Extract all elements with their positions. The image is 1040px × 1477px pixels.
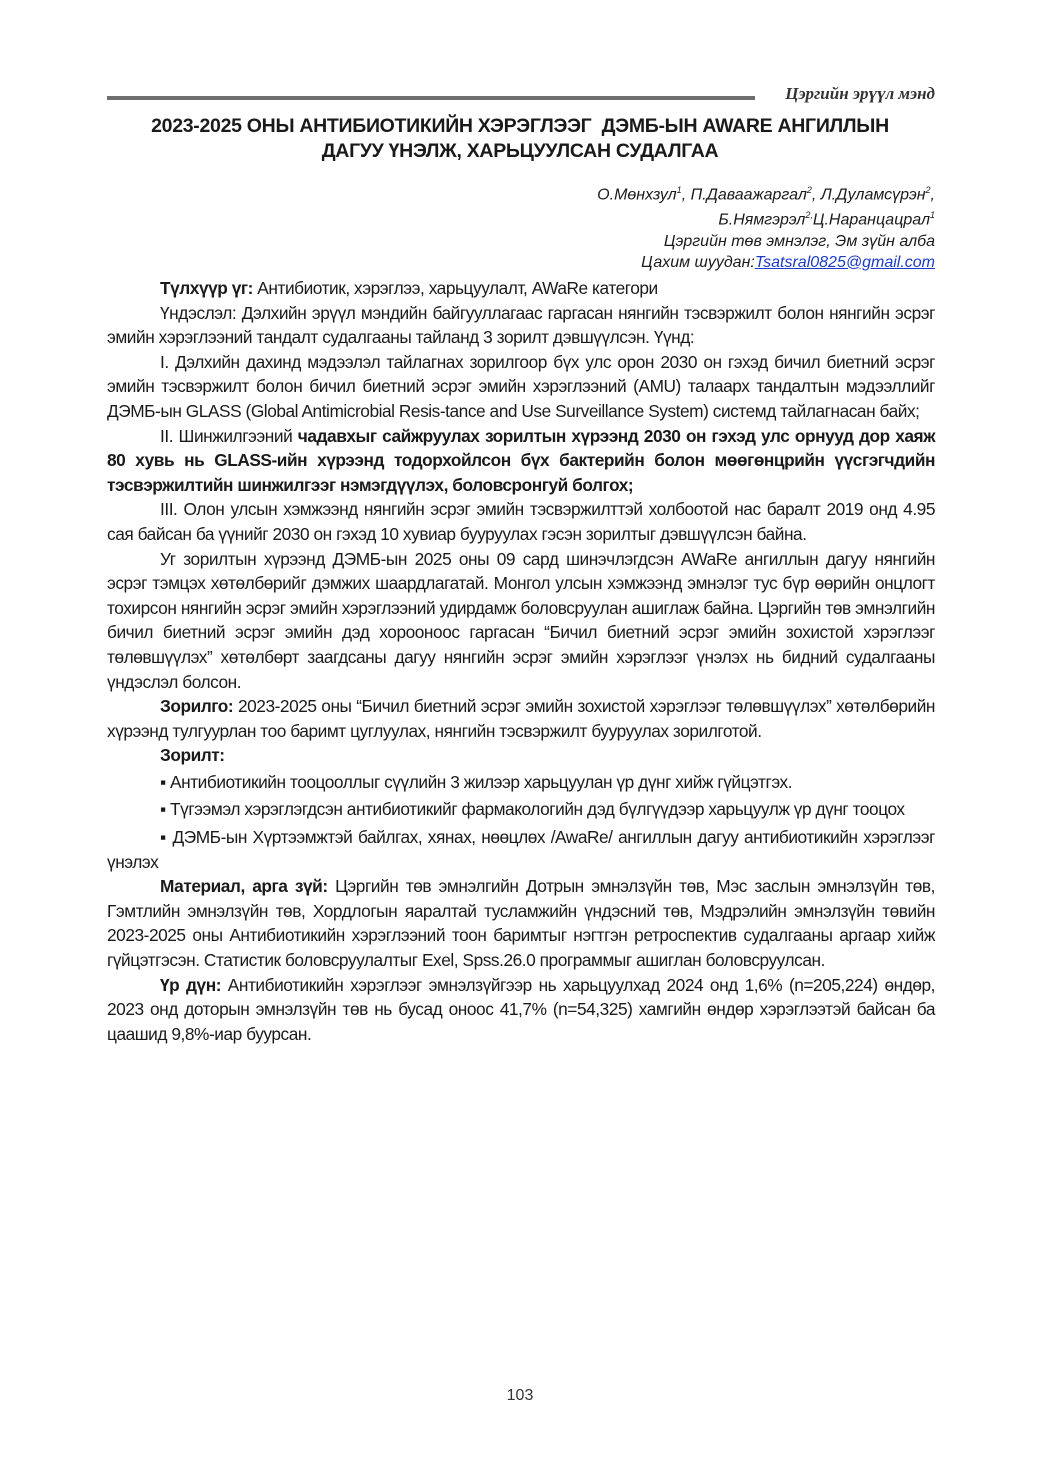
point-2-lead: II. Шинжилгээний (160, 425, 298, 446)
article-title (100, 114, 940, 164)
aim-label: Зорилго: (160, 696, 234, 717)
email-line (597, 252, 935, 273)
point-2-paragraph (107, 424, 935, 498)
author-line-1 (597, 180, 935, 205)
objective-item: ▪ Түгээмэл хэрэглэгдсэн антибиотикийг фармакологийн дэд бүлгүүдээр харьцуулж үр дүнг тооцох (160, 799, 905, 820)
keywords-paragraph (107, 276, 935, 301)
abstract-body (107, 276, 935, 1046)
title-line-2: ДАГУУ ҮНЭЛЖ, ХАРЬЦУУЛСАН СУДАЛГАА (321, 140, 719, 162)
author-affiliation-mark: 2, (805, 210, 813, 221)
author-name: Б.Нямгэрэл (718, 211, 806, 229)
author-name: Л.Дуламсүрэн (820, 186, 926, 204)
results-paragraph (107, 973, 935, 1047)
objective-item: ▪ ДЭМБ-ын Хүртээмжтэй байлгах, хянах, нөөцлөх /AwaRe/ ангиллын дагуу антибиотикийн хэрэглээг үнэлэх (107, 827, 935, 872)
separator: , (930, 186, 935, 204)
separator: , (811, 186, 821, 204)
keywords-text: Антибиотик, хэрэглээ, харьцуулалт, AWaRe категори (252, 278, 658, 298)
methods-text: Цэргийн төв эмнэлгийн Дотрын эмнэлзүйн төв, Мэс заслын эмнэлзүйн төв, Гэмтлийн эмнэлзүйн төв, Хордлогын яаралтай тусламжийн үндэсний төв, Мэдрэлийн эмнэлзүйн төвийн 2023-2025 оны Антибиотикийн хэрэглээний тоон баримтыг нэгтгэн ретроспектив судалгааны аргаар хийж гүйцэтгэсэн. Статистик боловсруулалтыг Exel, Spss.26.0 программыг ашиглан боловсруулсан. (107, 876, 935, 971)
author-name: П.Даваажаргал (690, 186, 807, 204)
point-1-paragraph: I. Дэлхийн дахинд мэдээлэл тайлагнах зорилгоор бүх улс орон 2030 он гэхэд бичил биетний эсрэг эмийн тэсвэржилт болон бичил биетний эсрэг эмийн хэрэглээний (AMU) талаарх тандалтын мэдээллийг ДЭМБ-ын GLASS (Global Antimicrobial Resis-tance and Use Surveillance System) системд тайлагнасан байх; (107, 351, 935, 421)
title-line-1: 2023-2025 ОНЫ АНТИБИОТИКИЙН ХЭРЭГЛЭЭГ ДЭМБ-ЫН AWARE АНГИЛЛЫН (151, 115, 889, 137)
point-3-paragraph: III. Олон улсын хэмжээнд нянгийн эсрэг эмийн тэсвэржилттэй холбоотой нас баралт 2019 онд 4.95 сая байсан ба үүнийг 2030 он гэхэд 10 хувиар бууруулах гэсэн зорилтыг дэвшүүлсэн байна. (107, 499, 935, 544)
affiliation: Цэргийн төв эмнэлэг, Эм зүйн алба (663, 232, 935, 250)
objectives-label: Зорилт: (160, 745, 225, 766)
running-header (107, 84, 935, 108)
author-affiliation-mark: 1 (676, 185, 682, 195)
results-text: Антибиотикийн хэрэглээг эмнэлзүйгээр нь харьцуулхад 2024 онд 1,6% (n=205,224) өндөр, 2023 онд доторын эмнэлзүйн төв нь бусад оноос 41,7% (n=54,325) хамгийн өндөр хэрэглээтэй байсан ба цаашид 9,8%-иар буурсан. (107, 974, 936, 1044)
author-affiliation-mark: 2 (806, 185, 812, 195)
author-block (597, 180, 935, 273)
header-rule (107, 96, 755, 100)
author-name: Ц.Наранцацрал (812, 211, 930, 229)
author-affiliation-mark: 1 (929, 210, 935, 221)
results-label: Үр дүн: (160, 974, 222, 995)
author-name: О.Мөнхзул (597, 186, 677, 204)
methods-label: Материал, арга зүй: (160, 876, 328, 897)
context-paragraph: Уг зорилтын хүрээнд ДЭМБ-ын 2025 оны 09 сард шинэчлэгдсэн AWaRe ангиллын дагуу нянгийн эсрэг тэмцэх хөтөлбөрийг дэмжих шаардлагатай. Монгол улсын хэмжээнд эмнэлэг тус бүр өөрийн онцлогт тохирсон нянгийн эсрэг эмийн хэрэглээний удирдамж боловсруулан ашиглаж байна. Цэргийн төв эмнэлгийн бичил биетний эсрэг эмийн дэд хорооноос гаргасан “Бичил биетний эсрэг эмийн зохистой хэрэглээг төлөвшүүлэх” хөтөлбөрт заагдсаны дагуу нянгийн эсрэг эмийн хэрэглээг үнэлэх нь бидний судалгааны үндэслэл болсон. (107, 548, 935, 692)
journal-name: Цэргийн эрүүл мэнд (785, 84, 935, 103)
author-affiliation-mark: 2 (925, 185, 931, 195)
keywords-label: Түлхүүр үг: (160, 278, 253, 298)
background-paragraph: Үндэслэл: Дэлхийн эрүүл мэндийн байгууллагаас гаргасан нянгийн тэсвэржилт болон нянгийн эсрэг эмийн хэрэглээний тандалт судалгааны тайланд 3 зорилт дэвшүүлсэн. Үүнд: (107, 302, 935, 348)
aim-paragraph (107, 694, 935, 743)
author-line-2 (597, 205, 935, 230)
aim-text: 2023-2025 оны “Бичил биетний эсрэг эмийн зохистой хэрэглээг төлөвшүүлэх” хөтөлбөрийн хүрээнд тулгуурлан тоо баримт цуглуулах, нянгийн тэсвэржилт бууруулах зорилготой. (107, 696, 935, 741)
methods-paragraph (107, 874, 935, 972)
point-2-bold: чадавхыг сайжруулах зорилтын хүрээнд 2030 он гэхэд улс орнууд дор хаяж 80 хувь нь GLASS-ийн хүрээнд тодорхойлсон бүх бактерийн болон мөөгөнцрийн үүсгэгчдийн тэсвэржилтийн шинжилгээг нэмэгдүүлэх, боловсронгуй болгох; (107, 425, 935, 495)
email-link[interactable]: Tsatsral0825@gmail.com (754, 253, 935, 271)
email-label: Цахим шуудан: (641, 253, 755, 271)
page-number: 103 (506, 1387, 534, 1404)
separator: , (681, 186, 691, 204)
objective-item: ▪ Антибиотикийн тооцооллыг сүүлийн 3 жилээр харьцуулан үр дүнг хийж гүйцэтгэх. (160, 771, 793, 792)
